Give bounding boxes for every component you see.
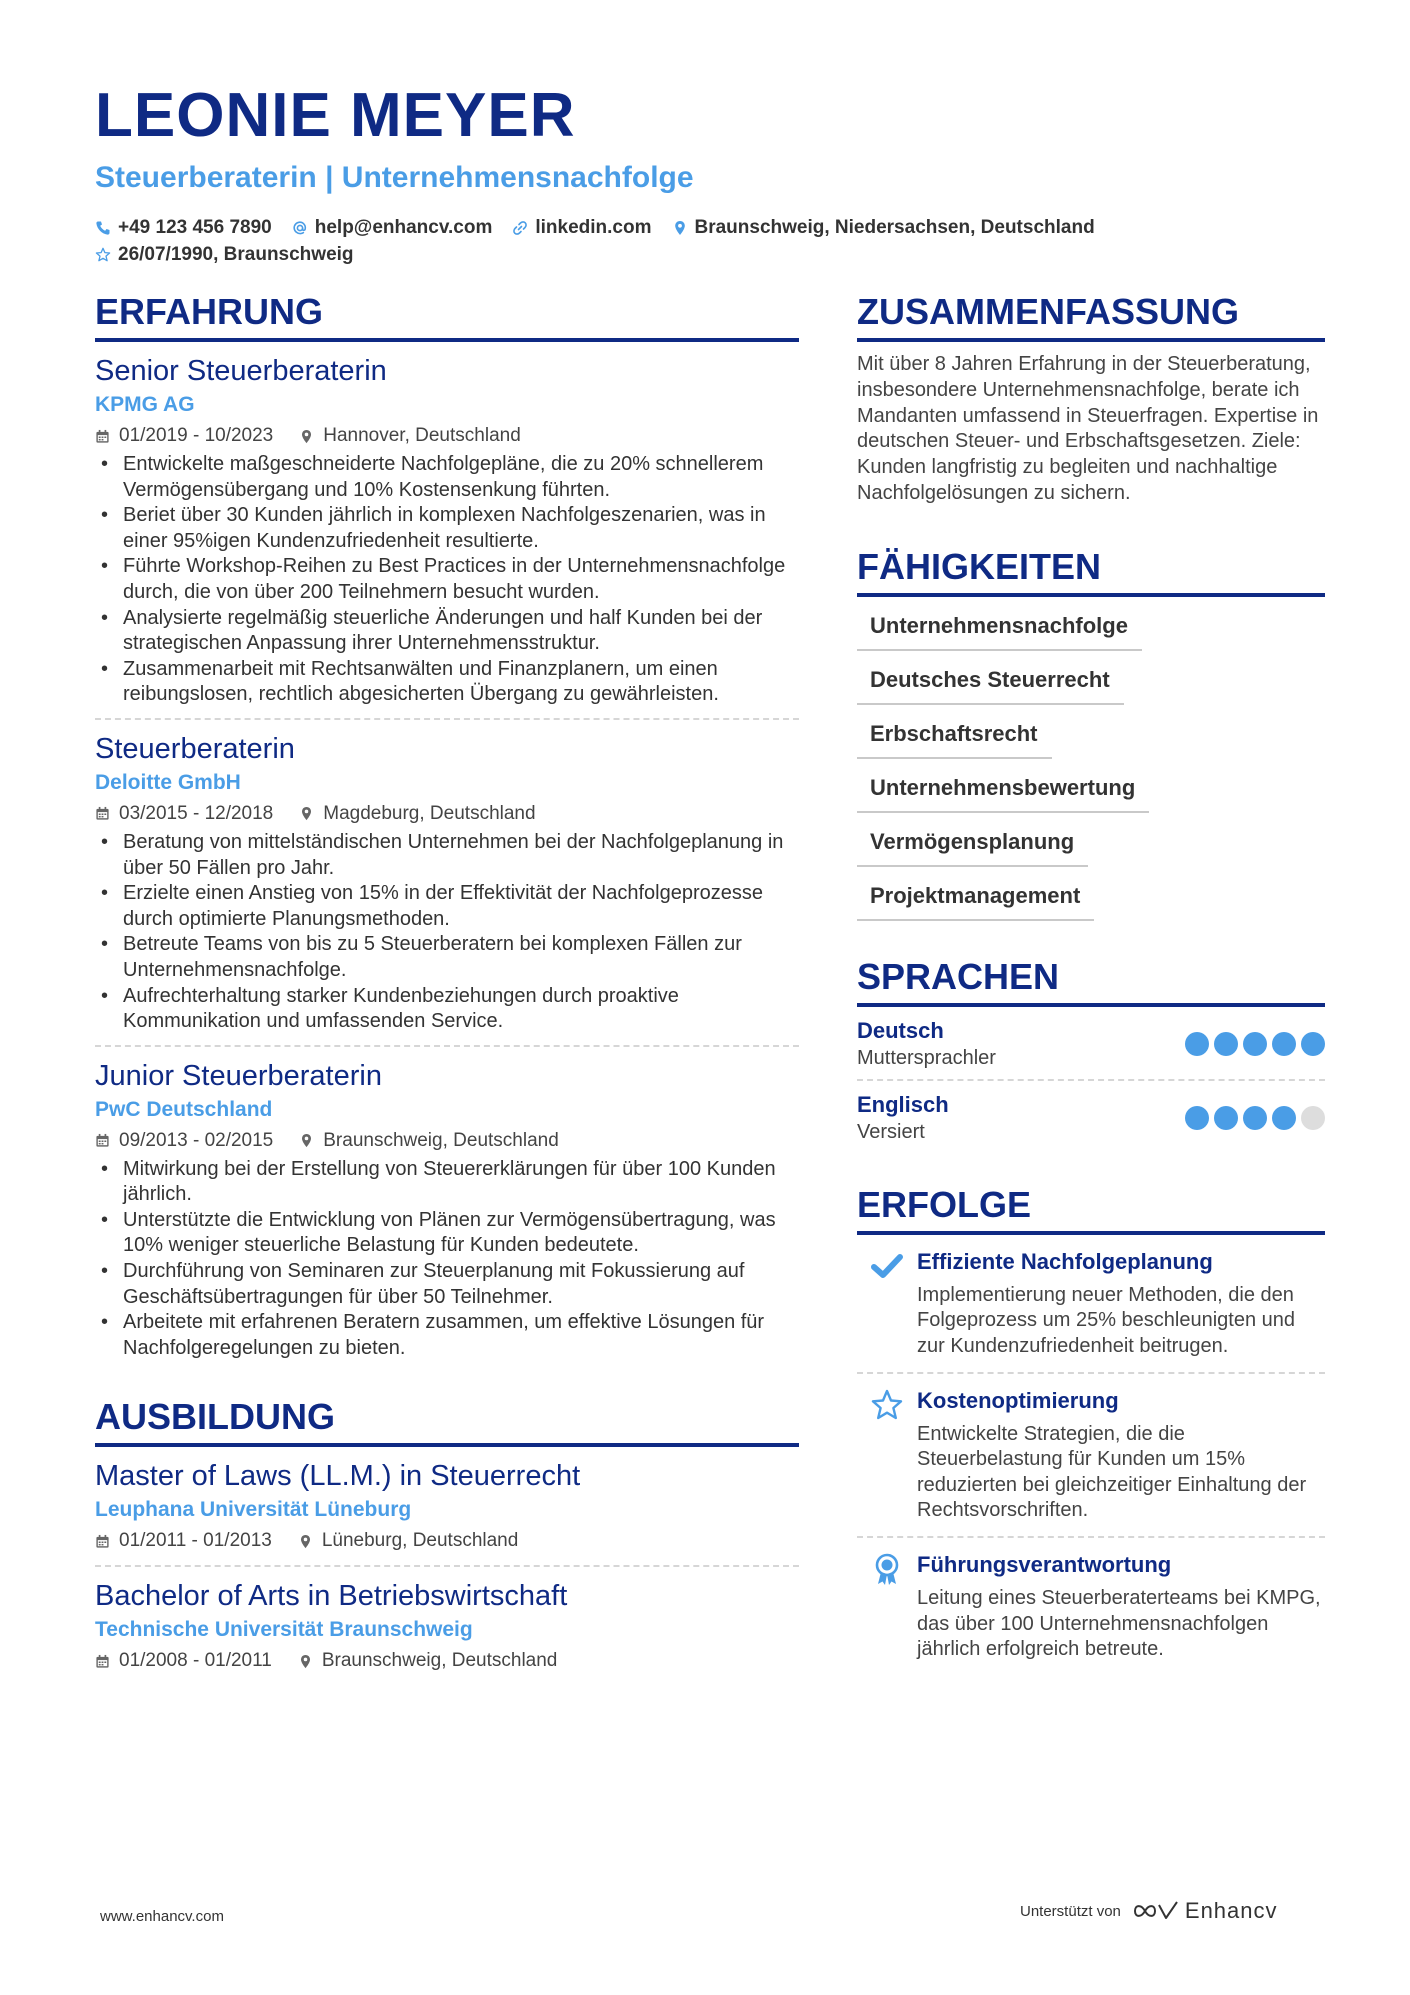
contact-birth — [95, 244, 354, 266]
job-bullet: • Betreute Teams von bis zu 5 Steuerberatern bei komplexen Fällen zur Unternehmensnachfolge. — [95, 932, 799, 983]
job-bullet: • Analysierte regelmäßig steuerliche Änderungen und half Kunden bei der strategischen Anpassung ihrer Unternehmensstruktur. — [95, 606, 799, 657]
language-level: Versiert — [857, 1120, 925, 1143]
location-pin-icon — [298, 1654, 313, 1669]
job-location-text: Magdeburg, Deutschland — [323, 802, 536, 824]
achievement-description: Implementierung neuer Methoden, die den Folgeprozess um 25% beschleunigten und zur Kundenzufriedenheit beitrugen. — [917, 1283, 1296, 1357]
rating-dot — [1185, 1032, 1209, 1056]
candidate-title: Steuerberaterin | Unternehmensnachfolge — [95, 161, 694, 194]
job-company: KPMG AG — [95, 393, 195, 416]
job-dates-text: 03/2015 - 12/2018 — [119, 802, 274, 824]
education-location — [298, 1527, 518, 1555]
language-name: Deutsch — [857, 1017, 944, 1043]
job-dates-text: 01/2019 - 10/2023 — [119, 425, 274, 446]
contact-phone[interactable] — [95, 217, 272, 239]
achievement-description: Entwickelte Strategien, die die Steuerbelastung für Kunden um 15% reduzierten bei gleichzeitiger Einhaltung der Rechtsvorschriften. — [917, 1422, 1307, 1522]
location-pin-icon — [299, 1133, 314, 1148]
skill-tag: Unternehmensbewertung — [857, 767, 1149, 813]
job-dates — [95, 422, 273, 450]
summary-heading: ZUSAMMENFASSUNG — [857, 290, 1325, 342]
languages-list — [857, 1007, 1325, 1153]
job-bullets — [95, 830, 799, 1035]
rating-dot — [1301, 1106, 1325, 1130]
skill-row — [857, 605, 1325, 651]
job-location — [299, 1127, 559, 1155]
job-meta — [95, 800, 799, 828]
location-pin-icon — [672, 220, 688, 236]
job-bullet: • Durchführung von Seminaren zur Steuerplanung mit Fokussierung auf Geschäftsübertragungen für über 50 Teilnehmer. — [95, 1259, 799, 1310]
language-rating — [1180, 1032, 1325, 1056]
job-bullet: • Entwickelte maßgeschneiderte Nachfolgepläne, die zu 20% schnellerem Vermögensübergang und 10% Kostensenkung führten. — [95, 452, 799, 503]
footer-website[interactable]: www.enhancv.com — [100, 1908, 224, 1925]
powered-by-label: Unterstützt von — [1020, 1902, 1121, 1920]
contact-email[interactable] — [292, 217, 493, 239]
skill-row — [857, 767, 1325, 813]
contact-row — [95, 214, 1325, 241]
calendar-icon — [95, 806, 110, 821]
footer-branding — [1020, 1898, 1278, 1924]
skill-row — [857, 659, 1325, 705]
skill-row — [857, 875, 1325, 921]
candidate-name: LEONIE MEYER — [95, 81, 576, 150]
job-bullet: • Beratung von mittelständischen Unternehmen bei der Nachfolgeplanung in über 50 Fällen pro Jahr. — [95, 830, 799, 881]
achievement-icon — [857, 1247, 917, 1360]
job-location-text: Braunschweig, Deutschland — [323, 1129, 559, 1151]
resume-header — [95, 80, 1325, 268]
contact-row-2 — [95, 241, 1325, 268]
location-pin-icon — [299, 429, 314, 444]
calendar-icon — [95, 1133, 110, 1148]
job-bullet: • Arbeitete mit erfahrenen Beratern zusammen, um effektive Lösungen für Nachfolgeregelungen zu bieten. — [95, 1310, 799, 1361]
skill-row — [857, 713, 1325, 759]
education-list — [95, 1447, 799, 1675]
skill-tag: Erbschaftsrecht — [857, 713, 1052, 759]
school-name: Leuphana Universität Lüneburg — [95, 1498, 412, 1522]
job-bullet: • Beriet über 30 Kunden jährlich in komplexen Nachfolgeszenarien, was in einer 95%igen Kundenzufriedenheit resultierte. — [95, 503, 799, 554]
achievement-item — [857, 1374, 1325, 1538]
star-icon — [870, 1388, 904, 1422]
job-entry — [95, 720, 799, 1047]
left-column — [95, 290, 799, 1675]
job-entry — [95, 342, 799, 720]
education-entry — [95, 1447, 799, 1567]
achievement-description: Leitung eines Steuerberaterteams bei KMPG, das über 100 Unternehmensnachfolgen jährlich erfolgreich betreute. — [917, 1586, 1321, 1661]
location-pin-icon — [299, 806, 314, 821]
education-meta — [95, 1527, 799, 1555]
skill-tag: Unternehmensnachfolge — [857, 605, 1142, 651]
job-dates-text: 09/2013 - 02/2015 — [119, 1129, 274, 1151]
job-company: PwC Deutschland — [95, 1097, 273, 1121]
achievements-list — [857, 1235, 1325, 1675]
languages-heading: SPRACHEN — [857, 955, 1325, 1007]
achievement-icon — [857, 1386, 917, 1524]
rating-dot — [1214, 1032, 1238, 1056]
job-dates — [95, 1127, 273, 1155]
skill-tag: Deutsches Steuerrecht — [857, 659, 1124, 705]
education-dates — [95, 1647, 272, 1675]
calendar-icon — [95, 1654, 110, 1669]
phone-icon — [95, 220, 111, 236]
language-item — [857, 1007, 1325, 1081]
award-ribbon-icon — [870, 1552, 904, 1586]
education-location-text: Braunschweig, Deutschland — [321, 1650, 558, 1672]
job-location-text: Hannover, Deutschland — [323, 425, 521, 446]
brand-name: Enhancv — [1184, 1898, 1278, 1923]
skills-list — [857, 605, 1325, 921]
job-title: Steuerberaterin — [95, 732, 295, 765]
achievement-title: Führungsverantwortung — [917, 1551, 1172, 1577]
birth-text: 26/07/1990, Braunschweig — [118, 243, 354, 265]
rating-dot — [1301, 1032, 1325, 1056]
job-title: Senior Steuerberaterin — [95, 355, 387, 387]
skills-heading: FÄHIGKEITEN — [857, 545, 1325, 597]
education-dates-text: 01/2008 - 01/2011 — [119, 1650, 272, 1672]
job-bullet: • Mitwirkung bei der Erstellung von Steuererklärungen für über 100 Kunden jährlich. — [95, 1157, 799, 1208]
job-bullet: • Führte Workshop-Reihen zu Best Practices in der Unternehmensnachfolge durch, die von über 200 Teilnehmern besucht wurden. — [95, 554, 799, 605]
education-dates — [95, 1527, 272, 1555]
achievement-title: Kostenoptimierung — [917, 1387, 1119, 1413]
job-title: Junior Steuerberaterin — [95, 1059, 382, 1092]
job-bullets — [95, 1157, 799, 1362]
job-entry — [95, 1047, 799, 1362]
education-dates-text: 01/2011 - 01/2013 — [119, 1530, 272, 1552]
achievement-item — [857, 1235, 1325, 1374]
rating-dot — [1243, 1032, 1267, 1056]
education-location-text: Lüneburg, Deutschland — [321, 1530, 519, 1552]
location-text: Braunschweig, Niedersachsen, Deutschland — [694, 216, 1095, 238]
school-name: Technische Universität Braunschweig — [95, 1618, 473, 1642]
skill-row — [857, 821, 1325, 867]
education-location — [298, 1647, 558, 1675]
achievement-item — [857, 1538, 1325, 1675]
star-outline-icon — [95, 247, 111, 263]
job-dates — [95, 800, 273, 828]
calendar-icon — [95, 1534, 110, 1549]
job-bullet: • Aufrechterhaltung starker Kundenbeziehungen durch proaktive Kommunikation und umfassenden Service. — [95, 984, 799, 1035]
job-location — [299, 800, 535, 828]
rating-dot — [1243, 1106, 1267, 1130]
phone-text: +49 123 456 7890 — [118, 216, 272, 238]
job-company: Deloitte GmbH — [95, 770, 241, 794]
job-bullet: • Unterstützte die Entwicklung von Plänen zur Vermögensübertragung, was 10% weniger steuerliche Belastung für Kunden bedeutete. — [95, 1208, 799, 1259]
rating-dot — [1185, 1106, 1209, 1130]
achievement-title: Effiziente Nachfolgeplanung — [917, 1248, 1213, 1274]
rating-dot — [1272, 1106, 1296, 1130]
enhancv-logo-icon — [1133, 1900, 1179, 1922]
degree-title: Bachelor of Arts in Betriebswirtschaft — [95, 1580, 568, 1613]
rating-dot — [1214, 1106, 1238, 1130]
job-meta — [95, 422, 799, 450]
calendar-icon — [95, 429, 110, 444]
achievements-heading: ERFOLGE — [857, 1183, 1325, 1235]
linkedin-text: linkedin.com — [535, 216, 652, 238]
email-text: help@enhancv.com — [314, 216, 493, 238]
checkmark-icon — [870, 1249, 904, 1283]
location-pin-icon — [298, 1534, 313, 1549]
skill-tag: Projektmanagement — [857, 875, 1094, 921]
experience-list — [95, 342, 799, 1361]
language-item — [857, 1081, 1325, 1153]
link-icon — [512, 220, 528, 236]
summary-text: Mit über 8 Jahren Erfahrung in der Steuerberatung, insbesondere Unternehmensnachfolge, berate ich Mandanten umfassend in Steuerfragen. Expertise in deutschen Steuer- und Erbschaftsgesetzen. Ziele: Kunden langfristig zu begleiten und nachhaltige Nachfolgelösungen zu sichern. — [857, 353, 1319, 504]
skill-tag: Vermögensplanung — [857, 821, 1088, 867]
achievement-icon — [857, 1550, 917, 1663]
job-meta — [95, 1127, 799, 1155]
rating-dot — [1272, 1032, 1296, 1056]
degree-title: Master of Laws (LL.M.) in Steuerrecht — [95, 1460, 581, 1493]
education-meta — [95, 1647, 799, 1675]
experience-heading: ERFAHRUNG — [95, 290, 799, 342]
right-column — [857, 290, 1325, 1675]
education-heading: AUSBILDUNG — [95, 1395, 799, 1447]
language-level: Muttersprachler — [857, 1046, 996, 1069]
job-bullet: • Zusammenarbeit mit Rechtsanwälten und Finanzplanern, um einen reibungslosen, rechtlich abgesicherten Übergang zu gewährleisten. — [95, 657, 799, 708]
job-bullet: • Erzielte einen Anstieg von 15% in der Effektivität der Nachfolgeprozesse durch optimierte Planungsmethoden. — [95, 881, 799, 932]
contact-location — [672, 217, 1095, 239]
job-bullets — [95, 452, 799, 708]
contact-linkedin[interactable] — [512, 217, 651, 239]
language-rating — [1180, 1106, 1325, 1130]
language-name: Englisch — [857, 1091, 949, 1117]
education-entry — [95, 1567, 799, 1675]
at-icon — [292, 220, 308, 236]
job-location — [299, 422, 521, 450]
